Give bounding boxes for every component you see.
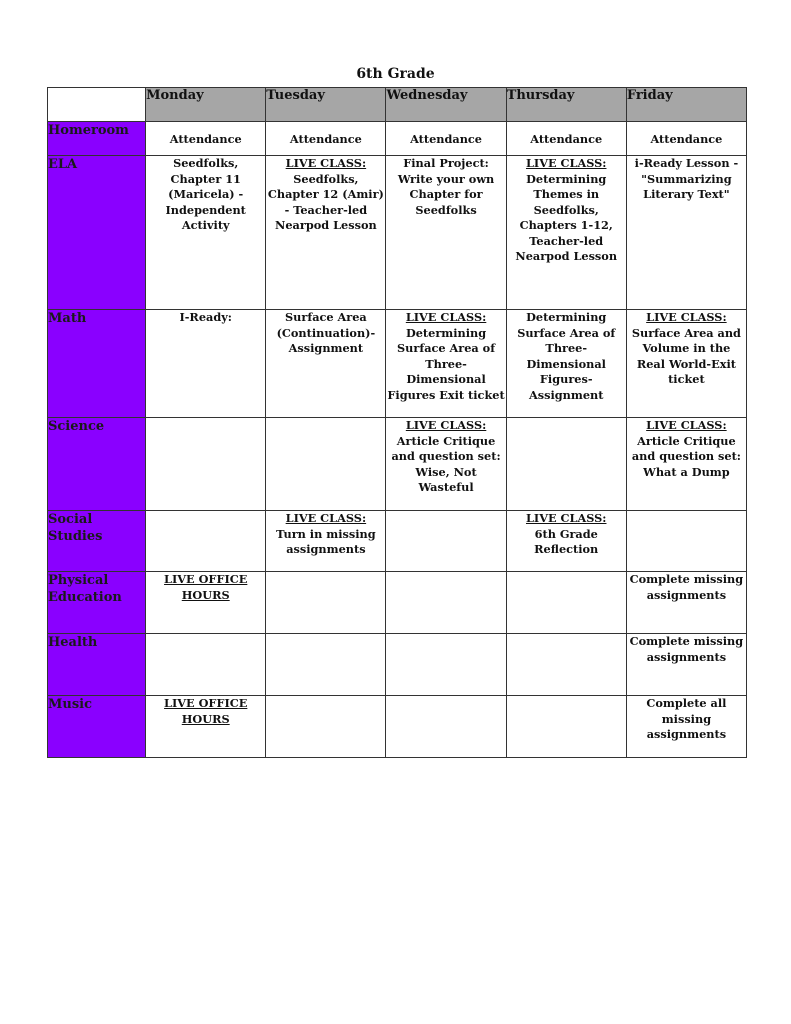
table-row [48, 572, 747, 634]
cell-text: Attendance [410, 132, 482, 147]
schedule-cell [146, 418, 266, 511]
schedule-cell [266, 310, 386, 418]
cell-text: Complete missing assignments [629, 634, 744, 664]
schedule-cell [386, 696, 506, 758]
cell-text: Surface Area (Continuation)-Assignment [276, 310, 376, 355]
schedule-cell [266, 156, 386, 310]
live-label: LIVE OFFICE HOURS [164, 572, 248, 602]
schedule-cell [506, 310, 626, 418]
live-label: LIVE CLASS: [405, 418, 487, 432]
table-row [48, 696, 747, 758]
schedule-cell [386, 418, 506, 511]
schedule-cell [626, 122, 746, 156]
cell-text: Seedfolks, Chapter 12 (Amir) - Teacher-led Nearpod Lesson [267, 171, 384, 232]
schedule-cell [146, 572, 266, 634]
cell-text: I-Ready: [179, 310, 232, 324]
schedule-cell [146, 122, 266, 156]
schedule-cell [506, 511, 626, 572]
schedule-cell [506, 696, 626, 758]
cell-text: Turn in missing assignments [276, 526, 376, 556]
subject-label: Math [48, 310, 146, 418]
cell-text: Attendance [530, 132, 603, 147]
schedule-cell [266, 511, 386, 572]
cell-text: Complete missing assignments [629, 572, 744, 602]
cell-text: Final Project: Write your own Chapter for Seedfolks [397, 156, 495, 217]
subject-label: Music [48, 696, 146, 758]
schedule-cell [626, 418, 746, 511]
schedule-cell [386, 572, 506, 634]
live-label: LIVE CLASS: [525, 156, 607, 170]
day-header: Monday [146, 88, 266, 122]
live-label: LIVE CLASS: [285, 156, 367, 170]
schedule-cell [506, 418, 626, 511]
table-row [48, 634, 747, 696]
cell-text: Article Critique and question set: What a Dump [631, 433, 741, 479]
table-row [48, 310, 747, 418]
schedule-cell [626, 634, 746, 696]
schedule-cell [626, 696, 746, 758]
page-title: 6th Grade [356, 66, 435, 82]
subject-label: Health [48, 634, 146, 696]
schedule-cell [386, 634, 506, 696]
schedule-cell [146, 310, 266, 418]
schedule-cell [266, 696, 386, 758]
schedule-cell [146, 156, 266, 310]
table-row [48, 418, 747, 511]
cell-text: Surface Area and Volume in the Real World-Exit ticket [631, 325, 741, 386]
schedule-cell [146, 696, 266, 758]
cell-text: Seedfolks, Chapter 11 (Maricela) - Independent Activity [165, 156, 246, 232]
corner-cell [48, 88, 146, 122]
schedule-cell [386, 511, 506, 572]
live-label: LIVE CLASS: [646, 310, 727, 324]
schedule-cell [266, 634, 386, 696]
cell-text: Determining Themes in Seedfolks, Chapters 1-12, Teacher-led Nearpod Lesson [515, 171, 618, 263]
day-header: Wednesday [386, 88, 506, 122]
schedule-cell [386, 156, 506, 310]
live-label: LIVE CLASS: [646, 418, 727, 432]
cell-text: Determining Surface Area of Three-Dimensional Figures-Assignment [517, 310, 616, 402]
schedule-cell [626, 156, 746, 310]
table-row [48, 122, 747, 156]
schedule-cell [506, 122, 626, 156]
subject-label: ELA [48, 156, 146, 310]
subject-label: Science [48, 418, 146, 511]
cell-text: i-Ready Lesson - "Summarizing Literary Text" [634, 156, 739, 201]
day-header: Thursday [506, 88, 626, 122]
day-header: Friday [626, 88, 746, 122]
schedule-cell [266, 418, 386, 511]
table-row [48, 156, 747, 310]
day-header: Tuesday [266, 88, 386, 122]
schedule-cell [506, 156, 626, 310]
cell-text: Determining Surface Area of Three-Dimensional Figures Exit ticket [387, 325, 505, 402]
subject-label: Social Studies [48, 511, 146, 572]
live-label: LIVE CLASS: [525, 511, 607, 525]
schedule-cell [266, 122, 386, 156]
schedule-cell [626, 511, 746, 572]
schedule-cell [386, 122, 506, 156]
schedule-cell [506, 634, 626, 696]
live-label: LIVE CLASS: [405, 310, 487, 324]
schedule-cell [386, 310, 506, 418]
header-row [48, 88, 747, 122]
live-label: LIVE OFFICE HOURS [164, 696, 248, 726]
schedule-cell [146, 511, 266, 572]
table-row [48, 511, 747, 572]
cell-text: Complete all missing assignments [646, 696, 727, 741]
schedule-cell [626, 572, 746, 634]
schedule-cell [506, 572, 626, 634]
schedule-cell [146, 634, 266, 696]
cell-text: Attendance [650, 132, 723, 147]
cell-text: 6th Grade Reflection [534, 526, 599, 556]
cell-text: Attendance [169, 132, 242, 147]
live-label: LIVE CLASS: [285, 511, 367, 525]
schedule-cell [266, 572, 386, 634]
cell-text: Attendance [289, 132, 362, 147]
schedule-table [47, 87, 747, 758]
subject-label: Physical Education [48, 572, 146, 634]
cell-text: Article Critique and question set: Wise, Not Wasteful [391, 433, 501, 494]
schedule-cell [626, 310, 746, 418]
subject-label: Homeroom [48, 122, 146, 156]
